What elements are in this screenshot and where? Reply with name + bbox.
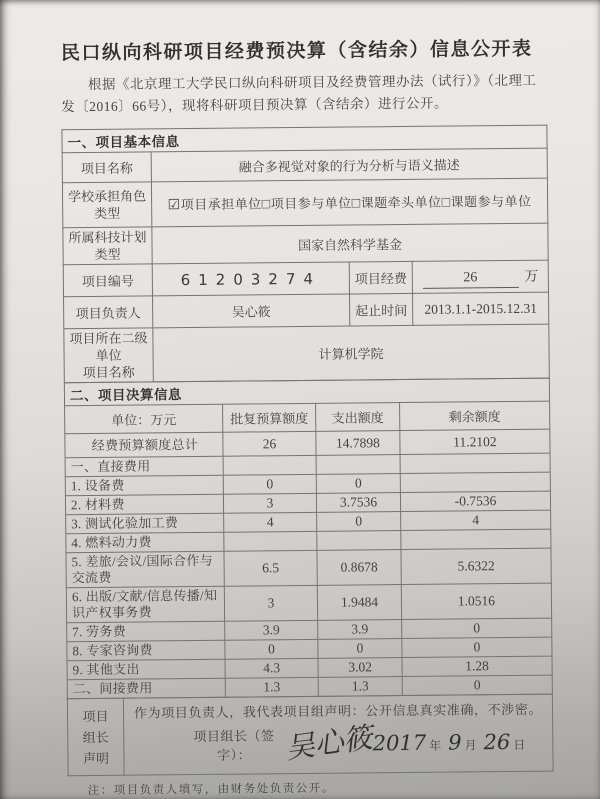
plan-type-label: 所属科技计划 类型 bbox=[63, 227, 152, 265]
declaration-table bbox=[67, 694, 554, 777]
budget-row-remaining: 5.6322 bbox=[401, 548, 551, 584]
budget-row-name: 8. 专家咨询费 bbox=[67, 640, 225, 661]
section-header-budget-info: 二、项目决算信息 bbox=[64, 378, 549, 406]
budget-row-name: 经费预算额度总计 bbox=[65, 432, 223, 458]
budget-row-remaining: 11.2102 bbox=[400, 429, 550, 454]
budget-row-name: 9. 其他支出 bbox=[67, 659, 225, 680]
unit-header: 单位：万元 bbox=[65, 404, 223, 434]
checkbox-option-lead-unit bbox=[168, 196, 262, 212]
budget-row-approved: 3 bbox=[223, 493, 316, 513]
budget-row-name: 2. 材料费 bbox=[65, 494, 223, 515]
unchecked-checkbox-icon: □ bbox=[351, 196, 361, 212]
leader-signature-handwriting: 吴心筱 bbox=[284, 719, 375, 765]
col-header-spent: 支出额度 bbox=[316, 403, 400, 432]
checkbox-label: 课题牵头单位 bbox=[360, 194, 442, 211]
budget-row-spent: 14.7898 bbox=[316, 431, 400, 456]
budget-row-remaining: 0 bbox=[402, 675, 552, 695]
budget-row-approved: 4.3 bbox=[225, 658, 318, 678]
budget-row-name: 3. 测试化验加工费 bbox=[66, 513, 224, 534]
budget-row-name: 4. 燃料动力费 bbox=[66, 532, 224, 553]
budget-row-spent: 1.3 bbox=[318, 677, 402, 697]
plan-type-value: 国家自然科学基金 bbox=[152, 223, 548, 264]
budget-row-approved bbox=[224, 531, 317, 551]
checkbox-option-participant-unit bbox=[262, 195, 352, 211]
checkbox-option-topic-lead-unit bbox=[352, 195, 442, 211]
form-tables bbox=[61, 125, 553, 777]
budget-row-spent: 1.9484 bbox=[317, 585, 401, 621]
checked-checkbox-icon: ☑ bbox=[167, 198, 181, 214]
budget-row-spent: 3.7536 bbox=[316, 493, 400, 513]
date-year-handwritten: 2017 bbox=[372, 730, 427, 756]
project-number-value: 61203274 bbox=[152, 262, 349, 296]
budget-row-spent: 3.02 bbox=[318, 658, 402, 678]
declaration-statement: 作为项目负责人，我代表项目组声明：公开信息真实准确，不涉密。 bbox=[133, 701, 543, 721]
checkbox-label: 课题参与单位 bbox=[450, 193, 532, 210]
budget-row-approved: 26 bbox=[223, 431, 316, 456]
budget-row-approved: 1.3 bbox=[225, 677, 318, 697]
form-title: 民口纵向科研项目经费预决算（含结余）信息公开表 bbox=[60, 38, 533, 65]
budget-row-approved: 3 bbox=[224, 585, 317, 621]
project-leader-value: 吴心筱 bbox=[153, 294, 350, 328]
budget-row-spent: 0.8678 bbox=[317, 550, 401, 586]
budget-row-remaining: 0 bbox=[402, 618, 552, 638]
budget-row-spent: 0 bbox=[317, 512, 401, 532]
project-fund-value bbox=[412, 260, 548, 293]
budget-row-name: 7. 劳务费 bbox=[67, 621, 225, 642]
budget-row-remaining bbox=[400, 472, 550, 492]
unchecked-checkbox-icon: □ bbox=[261, 197, 271, 213]
period-label: 起止时间 bbox=[350, 293, 413, 326]
declaration-left-label: 项目 组长 声明 bbox=[67, 698, 124, 776]
date-day-handwritten: 26 bbox=[483, 729, 511, 755]
budget-row-approved bbox=[223, 455, 316, 475]
budget-row-remaining: 1.0516 bbox=[401, 583, 551, 619]
budget-row-remaining: -0.7536 bbox=[400, 491, 550, 511]
budget-row-spent bbox=[316, 455, 400, 475]
footer-note: 注：项目负责人填写，由财务处负责公开。 bbox=[87, 782, 335, 798]
budget-row-name: 5. 差旅/会议/国际合作与交流费 bbox=[66, 551, 224, 588]
date-day-unit: 日 bbox=[513, 737, 526, 752]
budget-row-name: 6. 出版/文献/信息传播/知识产权事务费 bbox=[66, 586, 224, 623]
budget-row-spent: 0 bbox=[318, 639, 402, 659]
budget-row-spent: 3.9 bbox=[318, 620, 402, 640]
budget-row-approved: 3.9 bbox=[225, 620, 318, 640]
budget-row-remaining: 0 bbox=[402, 637, 552, 657]
col-header-remaining: 剩余额度 bbox=[400, 401, 550, 430]
sign-label: 项目组长（签字）： bbox=[193, 728, 275, 763]
budget-row-name: 二、间接费用 bbox=[67, 678, 225, 699]
section-header-basic-info: 一、项目基本信息 bbox=[62, 125, 547, 153]
budget-row-spent: 0 bbox=[316, 474, 400, 494]
project-fund-label: 项目经费 bbox=[349, 261, 412, 294]
project-number-label: 项目编号 bbox=[63, 264, 152, 297]
budget-row-remaining: 4 bbox=[401, 510, 551, 530]
checkbox-label: 项目参与单位 bbox=[270, 195, 352, 212]
role-type-options bbox=[151, 178, 547, 227]
budget-row-remaining bbox=[401, 529, 551, 549]
signature-row bbox=[186, 719, 540, 765]
budget-row-approved: 6.5 bbox=[224, 550, 317, 586]
checkbox-label: 项目承担单位 bbox=[180, 196, 262, 213]
budget-row-approved: 0 bbox=[225, 639, 318, 659]
budget-row-remaining: 1.28 bbox=[402, 656, 552, 676]
fund-unit: 万 bbox=[524, 269, 539, 285]
project-leader-label: 项目负责人 bbox=[64, 296, 153, 329]
unchecked-checkbox-icon: □ bbox=[441, 195, 451, 211]
signature-date bbox=[373, 730, 541, 756]
budget-row-approved: 4 bbox=[224, 512, 317, 532]
intro-paragraph: 根据《北京理工大学民口纵向科研项目及经费管理办法（试行）》（北理工发〔2016〕66号），现将科研项目预决算（含结余）进行公开。 bbox=[61, 72, 537, 114]
col-header-approved: 批复预算额度 bbox=[223, 403, 316, 432]
date-year-unit: 年 bbox=[429, 738, 442, 753]
project-name-value: 融合多视觉对象的行为分析与语义描述 bbox=[151, 148, 547, 182]
fund-amount: 26 bbox=[422, 269, 518, 288]
budget-table bbox=[64, 378, 553, 700]
budget-row-spent bbox=[317, 531, 401, 551]
budget-row-approved: 0 bbox=[223, 474, 316, 494]
secondary-unit-label: 项目所在二级 单位 项目名称 bbox=[64, 328, 154, 383]
budget-row-remaining bbox=[400, 453, 550, 473]
declaration-content bbox=[123, 694, 553, 775]
date-month-unit: 月 bbox=[464, 738, 477, 753]
basic-info-table bbox=[61, 125, 549, 384]
checkbox-option-topic-participant-unit bbox=[442, 194, 532, 210]
budget-row-name: 1. 设备费 bbox=[65, 475, 223, 496]
secondary-unit-value: 计算机学院 bbox=[153, 324, 550, 382]
budget-row-name: 一、直接费用 bbox=[65, 456, 223, 477]
project-name-label: 项目名称 bbox=[62, 152, 151, 183]
period-value: 2013.1.1-2015.12.31 bbox=[413, 292, 549, 325]
date-month-handwritten: 9 bbox=[448, 730, 462, 755]
role-type-label: 学校承担角色 类型 bbox=[62, 182, 151, 228]
